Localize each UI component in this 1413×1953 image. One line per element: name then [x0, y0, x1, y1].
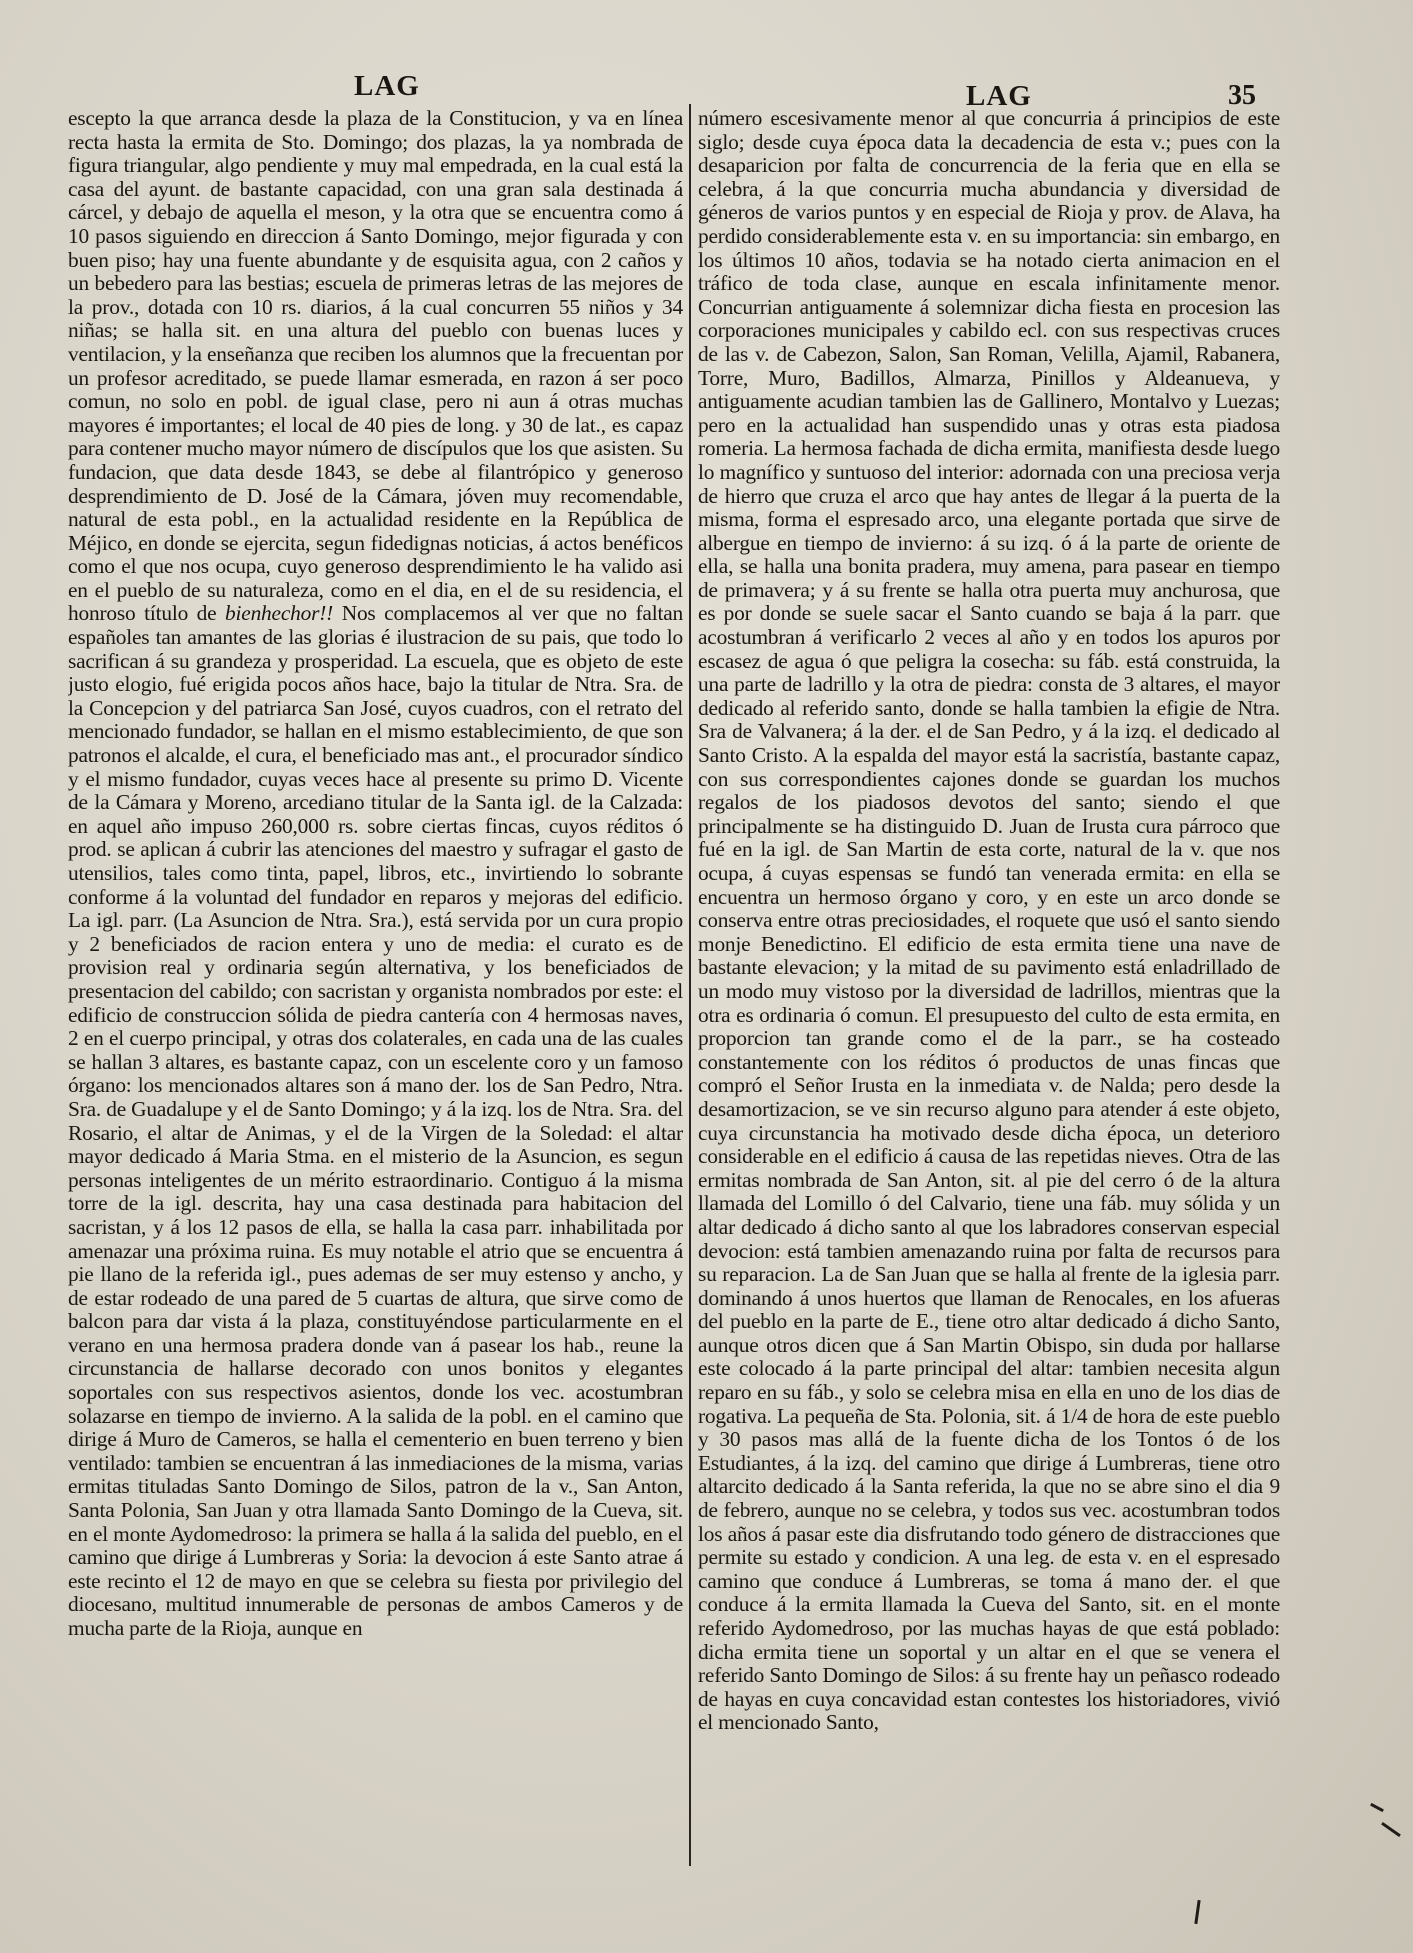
- left-text-part-1: escepto la que arranca desde la plaza de la Constitucion, y va en línea recta hasta la ermita de Sto. Domingo; dos plazas, la ya nombrada de figura triangular, algo pendiente y muy mal empedrada, en la cual está la casa del ayunt. de bastante capacidad, con una gran sala destinada á cárcel, y debajo de aquella el meson, y la otra que se encuentra como á 10 pasos siguiendo en direccion á Santo Domingo, mejor figurada y con buen piso; hay una fuente abundante y de esquisita agua, con 2 caños y un bebedero para las bestias; escuela de primeras letras de las mejores de la prov., dotada con 10 rs. diarios, á la cual concurren 55 niños y 34 niñas; se halla sit. en una altura del pueblo con buenas luces y ventilacion, y la enseñanza que reciben los alumnos que la frecuentan por un profesor acreditado, se puede llamar esmerada, en razon á ser poco comun, no solo en pobl. de igual clase, pero ni aun á otras muchas mayores é importantes; el local de 40 pies de long. y 30 de lat., es capaz para contener mucho mayor número de discípulos que los que asisten. Su fundacion, que data desde 1843, se debe al filantrópico y generoso desprendimiento de D. José de la Cámara, jóven muy recomendable, natural de esta pobl., en la actualidad residente en la República de Méjico, en donde se ejercita, segun fidedignas noticias, á actos benéficos como el que nos ocupa, cuyo generoso desprendimiento le ha valido asi en el pueblo de su naturaleza, como en el dia, en el de su residencia, el honroso título de: [68, 107, 683, 626]
- ink-mark: [1381, 1822, 1401, 1837]
- ink-mark: [1370, 1803, 1384, 1812]
- left-column: [68, 107, 683, 1859]
- right-column-text: número escesivamente menor al que concurria á principios de este siglo; desde cuya época data la decadencia de esta v.; pues con la desaparicion por falta de concurrencia de la feria que en ella se celebra, á la que concurria mucha abundancia y diversidad de géneros de varios puntos y en especial de Rioja y prov. de Alava, ha perdido considerablemente esta v. en su importancia: sin embargo, en los últimos 10 años, todavia se ha notado cierta animacion en el tráfico de toda clase, aunque en escala infinitamente menor. Concurrian antiguamente á solemnizar dicha fiesta en procesion las corporaciones municipales y cabildo ecl. con sus respectivas cruces de las v. de Cabezon, Salon, San Roman, Velilla, Ajamil, Rabanera, Torre, Muro, Badillos, Almarza, Pinillos y Aldeanueva, y antiguamente acudian tambien las de Gallinero, Montalvo y Luezas; pero en la actualidad han suspendido unas y otras esta piadosa romeria. La hermosa fachada de dicha ermita, manifiesta desde luego lo magnífico y suntuoso del interior: adornada con una preciosa verja de hierro que cruza el arco que hay antes de llegar á la puerta de la misma, forma el espresado arco, una elegante portada que sirve de albergue en tiempo de invierno: á su izq. ó á la parte de oriente de ella, se halla una bonita pradera, muy amena, para pasear en tiempo de primavera; y á su frente se halla otra puerta muy anchurosa, que es por donde se suele sacar el Santo cuando se baja á la parr. que acostumbran á verificarlo 2 veces al año y en todos los apuros por escasez de agua ó que peligra la cosecha: su fáb. está construida, la una parte de ladrillo y la otra de piedra: consta de 3 altares, el mayor dedicado al referido santo, donde se halla tambien la efigie de Ntra. Sra de Valvanera; á la der. el de San Pedro, y á la izq. el dedicado al Santo Cristo. A la espalda del mayor está la sacristía, bastante capaz, con sus correspondientes cajones donde se guardan los muchos regalos de los piadosos devotos del santo; siendo el que principalmente se ha distinguido D. Juan de Irusta cura párroco que fué en la igl. de San Martin de esta corte, natural de la v. que nos ocupa, á cuyas espensas se fundó tan venerada ermita: en ella se encuentra un hermoso órgano y coro, y en este un arco donde se conserva entre otras preciosidades, el roquete que usó el santo siendo monje Benedictino. El edificio de esta ermita tiene una nave de bastante elevacion; y la mitad de su pavimento está enladrillado de un modo muy vistoso por la diversidad de ladrillos, mientras que la otra es ordinaria ó comun. El presupuesto del culto de esta ermita, en proporcion tan grande como el de la parr., se ha costeado constantemente con los réditos ó productos de unas fincas que compró el Señor Irusta en la inmediata v. de Nalda; pero desde la desamortizacion, se ve sin recurso alguno para atender á este objeto, cuya circunstancia ha motivado desde dicha época, un deterioro considerable en el edificio á causa de las repetidas nieves. Otra de las ermitas nombrada de San Anton, sit. al pie del cerro ó de la altura llamada del Lomillo ó del Calvario, tiene una fáb. muy sólida y un altar dedicado á dicho santo al que los labradores conservan especial devocion: está tambien amenazando ruina por falta de recursos para su reparacion. La de San Juan que se halla al frente de la iglesia parr. dominando á unos huertos que llaman de Renocales, en los afueras del pueblo en la parte de E., tiene otro altar dedicado á dicho Santo, aunque otros dicen que á San Martin Obispo, sin duda por hallarse este colocado á la parte principal del altar: tambien necesita algun reparo en su fáb., y solo se celebra misa en ella en uno de los dias de rogativa. La pequeña de Sta. Polonia, sit. á 1/4 de hora de este pueblo y 30 pasos mas allá de la fuente dicha de los Tontos ó de los Estudiantes, á la izq. del camino que dirige á Lumbreras, tiene otro altarcito dedicado á la Santa referida, la que no se abre sino el dia 9 de febrero, aunque no se celebra, y todos sus vec. acostumbran todos los años á pasar este dia disfrutando todo género de distracciones que permite su estado y condicion. A una leg. de esta v. en el espresado camino que conduce á Lumbreras, se toma á mano der. el que conduce á la ermita llamada la Cueva del Santo, sit. en el monte referido Aydomedroso, por las muchas hayas de que está poblado: dicha ermita tiene un soportal y un altar en el que se venera el referido Santo Domingo de Silos: á su frente hay un peñasco rodeado de hayas en cuya concavidad estan contestes los historiadores, vivió el mencionado Santo,: [698, 107, 1280, 1735]
- left-column-text: [68, 107, 683, 1641]
- left-text-italic: bienhechor!!: [225, 601, 334, 626]
- column-divider: [689, 104, 691, 1866]
- running-head-left: LAG: [354, 70, 420, 102]
- running-head-right: LAG: [966, 80, 1032, 112]
- right-column: [698, 107, 1280, 1907]
- page-number: 35: [1228, 80, 1256, 111]
- left-text-part-2: Nos complacemos al ver que no faltan españoles tan amantes de las glorias é ilustracion de su pais, que todo lo sacrifican á su grandeza y prosperidad. La escuela, que es objeto de este justo elogio, fué erigida pocos años hace, bajo la titular de Ntra. Sra. de la Concepcion y del patriarca San José, cuyos cuadros, con el retrato del mencionado fundador, se hallan en el mismo establecimiento, de que son patronos el alcalde, el cura, el beneficiado mas ant., el procurador síndico y el mismo fundador, cuyas veces hace al presente su primo D. Vicente de la Cámara y Moreno, arcediano titular de la Santa igl. de la Calzada: en aquel año impuso 260,000 rs. sobre ciertas fincas, cuyos réditos ó prod. se aplican á cubrir las atenciones del maestro y sufragar el gasto de utensilios, tales como tinta, papel, libros, etc., invirtiendo lo sobrante conforme á la voluntad del fundador en reparos y mejoras del edificio. La igl. parr. (La Asuncion de Ntra. Sra.), está servida por un cura propio y 2 beneficiados de racion entera y uno de media: el curato es de provision real y ordinaria según alternativa, y los beneficiados de presentacion del cabildo; con sacristan y organista nombrados por este: el edificio de construccion sólida de piedra cantería con 4 hermosas naves, 2 en el cuerpo principal, y otras dos colaterales, en cada una de las cuales se hallan 3 altares, es bastante capaz, con un escelente coro y un famoso órgano: los mencionados altares son á mano der. los de San Pedro, Ntra. Sra. de Guadalupe y el de Santo Domingo; y á la izq. los de Ntra. Sra. del Rosario, el altar de Animas, y el de la Virgen de la Soledad: el altar mayor dedicado á Maria Stma. en el misterio de la Asuncion, es segun personas inteligentes de un mérito estraordinario. Contiguo á la misma torre de la igl. descrita, hay una casa destinada para habitacion del sacristan, y á los 12 pasos de ella, se halla la casa parr. inhabilitada por amenazar una próxima ruina. Es muy notable el atrio que se encuentra á pie llano de la referida igl., pues ademas de ser muy estenso y ancho, y de estar rodeado de una pared de 5 cuartas de altura, que sirve como de balcon para dar vista á la plaza, constituyéndose particularmente en el verano en una hermosa pradera donde van á pasear los hab., reune la circunstancia de hallarse decorado con unos bonitos y elegantes soportales con sus respectivos asientos, donde los vec. acostumbran solazarse en tiempo de invierno. A la salida de la pobl. en el camino que dirige á Muro de Cameros, se halla el cementerio en buen terreno y bien ventilado: tambien se encuentran á las inmediaciones de la misma, varias ermitas tituladas Santo Domingo de Silos, patron de la v., San Anton, Santa Polonia, San Juan y otra llamada Santo Domingo de la Cueva, sit. en el monte Aydomedroso: la primera se halla á la salida del pueblo, en el camino que dirige á Lumbreras y Soria: la devocion á este Santo atrae á este recinto el 12 de mayo en que se celebra su fiesta por privilegio del diocesano, multitud innumerable de personas de ambos Cameros y de mucha parte de la Rioja, aunque en: [68, 601, 683, 1640]
